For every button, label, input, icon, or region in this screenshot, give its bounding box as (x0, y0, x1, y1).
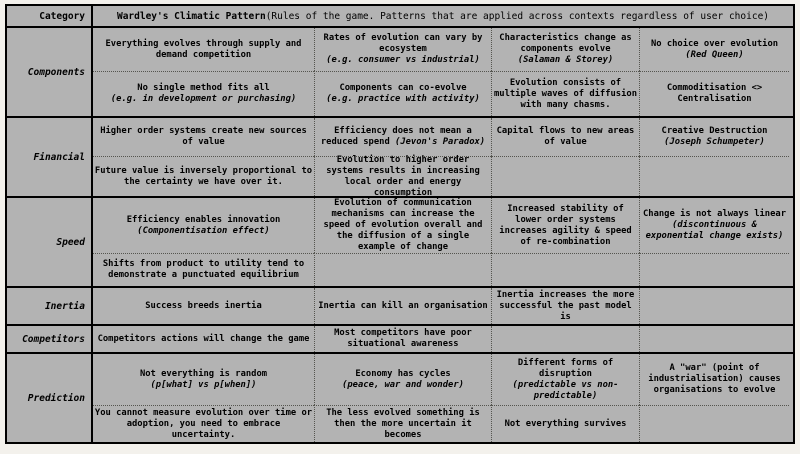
pattern-cell: No single method fits all (e.g. in development or purchasing) (93, 71, 314, 116)
table-header-row (7, 6, 793, 26)
pattern-cell: Everything evolves through supply and demand competition (105, 38, 302, 60)
pattern-cell: Efficiency does not mean a reduced spend (Jevon's Paradox) (314, 118, 491, 156)
table-row (7, 352, 793, 442)
pattern-cell: A "war" (point of industrialisation) causes organisations to evolve (639, 354, 789, 405)
pattern-cell: Change is not always linear (discontinuous & exponential change exists) (639, 198, 789, 253)
table-title-note: (Rules of the game. Patterns that are applied across contexts regardless of user choice) (265, 10, 770, 22)
pattern-cell: Creative Destruction (Joseph Schumpeter) (639, 118, 789, 156)
pattern-cell: You cannot measure evolution over time or adoption, you need to embrace uncertainty. (93, 405, 314, 442)
table-row (7, 286, 793, 324)
pattern-cell: Commoditisation <> Centralisation (639, 71, 789, 116)
pattern-cell (639, 156, 789, 196)
row-category-label: Competitors (7, 326, 93, 352)
pattern-cell: Not everything is random (p[what] vs p[when]) (139, 368, 268, 390)
pattern-grid (93, 198, 789, 286)
pattern-grid (93, 118, 789, 196)
row-category-label: Financial (7, 118, 93, 196)
table-row (7, 196, 793, 286)
pattern-cell: Higher order systems create new sources of value (100, 126, 307, 147)
pattern-cell: Components can co-evolve (e.g. practice with activity) (314, 71, 491, 116)
pattern-cell: Characteristics change as components evolve (Salaman & Storey) (491, 28, 639, 71)
pattern-cell: Evolution to higher order systems results in increasing local order and energy consumption (314, 156, 491, 196)
table-title (93, 6, 793, 26)
row-category-label: Speed (7, 198, 93, 286)
pattern-cell: Increased stability of lower order systems increases agility & speed of re-combination (491, 198, 639, 253)
pattern-grid (93, 28, 789, 116)
pattern-cell (639, 326, 789, 352)
pattern-cell: Not everything survives (491, 405, 639, 442)
category-column-header: Category (7, 6, 93, 26)
pattern-cell: Most competitors have poor situational awareness (314, 326, 491, 352)
pattern-cell: Shifts from product to utility tend to demonstrate a punctuated equilibrium (93, 253, 314, 286)
pattern-cell: Inertia can kill an organisation (314, 288, 491, 324)
climatic-patterns-table (5, 4, 795, 444)
pattern-cell (639, 405, 789, 442)
pattern-cell (639, 253, 789, 286)
table-row (7, 26, 793, 116)
pattern-cell: Capital flows to new areas of value (491, 118, 639, 156)
pattern-cell: Inertia increases the more successful the past model is (491, 288, 639, 324)
pattern-cell: Success breeds inertia (145, 300, 262, 311)
pattern-cell: The less evolved something is then the more uncertain it becomes (314, 405, 491, 442)
table-row (7, 324, 793, 352)
pattern-cell (491, 156, 639, 196)
row-category-label: Components (7, 28, 93, 116)
pattern-cell: Economy has cycles (peace, war and wonder) (314, 354, 491, 405)
pattern-cell: Future value is inversely proportional to the certainty we have over it. (93, 156, 314, 196)
pattern-cell: No choice over evolution (Red Queen) (639, 28, 789, 71)
pattern-cell (491, 326, 639, 352)
row-category-label: Prediction (7, 354, 93, 442)
pattern-grid (93, 288, 789, 324)
pattern-cell (491, 253, 639, 286)
pattern-cell: Efficiency enables innovation (Componentisation effect) (126, 214, 281, 236)
table-body (7, 26, 793, 442)
pattern-cell: Evolution consists of multiple waves of diffusion with many chasms. (491, 71, 639, 116)
pattern-cell: Evolution of communication mechanisms can increase the speed of evolution overall and the diffusion of a single example of change (314, 198, 491, 253)
row-category-label: Inertia (7, 288, 93, 324)
pattern-cell: Different forms of disruption (predictable vs non-predictable) (491, 354, 639, 405)
table-row (7, 116, 793, 196)
pattern-grid (93, 354, 789, 442)
table-title-main: Wardley's Climatic Pattern (116, 10, 266, 22)
pattern-grid (93, 326, 789, 352)
pattern-cell (639, 288, 789, 324)
pattern-cell: Competitors actions will change the game (97, 333, 310, 344)
pattern-cell: Rates of evolution can vary by ecosystem (e.g. consumer vs industrial) (314, 28, 491, 71)
pattern-cell (314, 253, 491, 286)
